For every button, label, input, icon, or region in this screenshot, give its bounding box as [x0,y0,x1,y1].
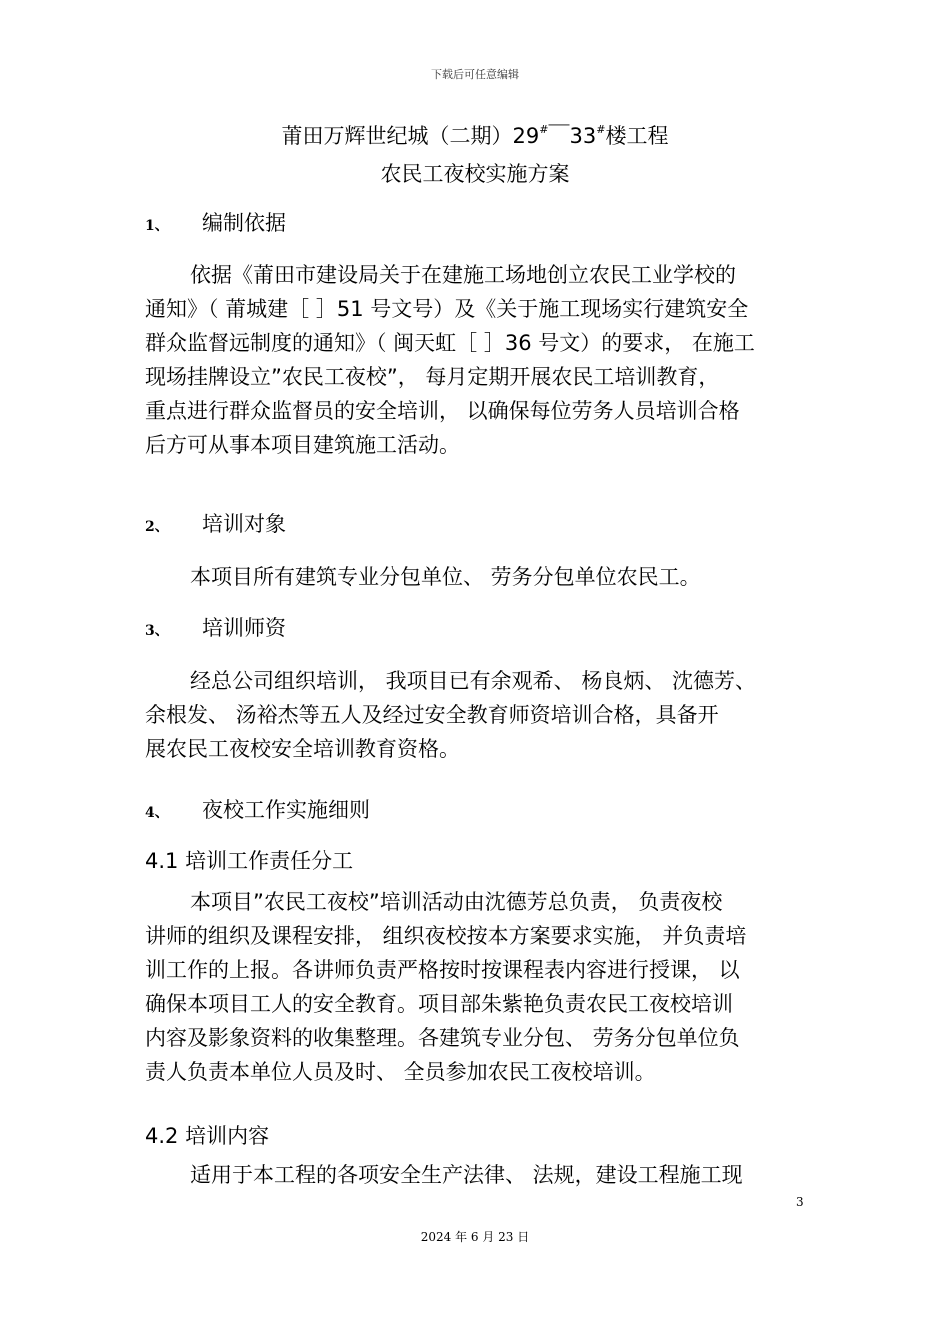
text-line: 经总公司组织培训， 我项目已有余观希、 杨良炳、 沈德芳、 [190,669,757,693]
page-footer-date: 2024 年 6 月 23 日 [420,1230,530,1244]
text-line: 通知》（ 莆城建［ ］51 号文号）及《关于施工现场实行建筑安全 [145,297,749,321]
text-line: 讲师的组织及课程安排， 组织夜校按本方案要求实施， 并负责培 [145,924,747,948]
text-line: 重点进行群众监督员的安全培训， 以确保每位劳务人员培训合格 [145,399,740,423]
page-number: 3 [796,1195,804,1209]
section-title: 培训对象 [202,512,286,536]
section-heading-4 [145,795,370,825]
text-line: 适用于本工程的各项安全生产法律、 法规，建设工程施工现 [190,1163,743,1187]
text-line: 责人负责本单位人员及时、 全员参加农民工夜校培训。 [145,1060,656,1084]
text-line: 确保本项目工人的安全教育。项目部朱紫艳负责农民工夜校培训 [145,992,733,1016]
text-line: 群众监督远制度的通知》（ 闽天虹［ ］36 号文）的要求， 在施工 [145,331,755,355]
text-line: 展农民工夜校安全培训教育资格。 [145,737,460,761]
text-line: 依据《莆田市建设局关于在建施工场地创立农民工业学校的 [190,263,736,287]
subsection-heading-4-1: 4.1 培训工作责任分工 [145,849,354,873]
paragraph-responsibilities [145,885,810,1089]
paragraph-content [145,1158,810,1192]
text-line: 训工作的上报。各讲师负责严格按时按课程表内容进行授课， 以 [145,958,740,982]
section-heading-1 [145,208,286,238]
section-number: 2、 [145,519,169,535]
section-heading-2 [145,509,286,539]
text-line: 现场挂牌设立”农民工夜校”， 每月定期开展农民工培训教育， [145,365,720,389]
document-title-line1 [0,120,950,150]
section-title: 编制依据 [202,211,286,235]
title-part-c: 楼工程 [605,124,669,148]
title-part-a: 莆田万辉世纪城（二期）29 [281,124,540,148]
section-title: 夜校工作实施细则 [202,798,370,822]
text-line: 后方可从事本项目建筑施工活动。 [145,433,460,457]
section-heading-3 [145,613,286,643]
title-dash: ￣ [548,124,570,148]
document-title-line2: 农民工夜校实施方案 [380,162,570,186]
text-line: 内容及影象资料的收集整理。各建筑专业分包、 劳务分包单位负 [145,1026,740,1050]
section-title: 培训师资 [202,616,286,640]
section-number: 4、 [145,805,169,821]
page-header: 下载后可任意编辑 [431,68,519,81]
text-line: 余根发、 汤裕杰等五人及经过安全教育师资培训合格，具备开 [145,703,719,727]
subsection-heading-4-2: 4.2 培训内容 [145,1124,270,1148]
paragraph-instructors [145,664,810,766]
section-number: 1、 [145,218,169,234]
title-sup-1: # [539,123,549,136]
paragraph-basis [145,258,810,462]
paragraph-trainees [145,560,810,594]
section-number: 3、 [145,623,169,639]
text-line: 本项目”农民工夜校”培训活动由沈德芳总负责， 负责夜校 [190,890,723,914]
title-sup-2: # [596,123,606,136]
title-part-b: 33 [569,124,597,148]
text-line: 本项目所有建筑专业分包单位、 劳务分包单位农民工。 [190,565,701,589]
